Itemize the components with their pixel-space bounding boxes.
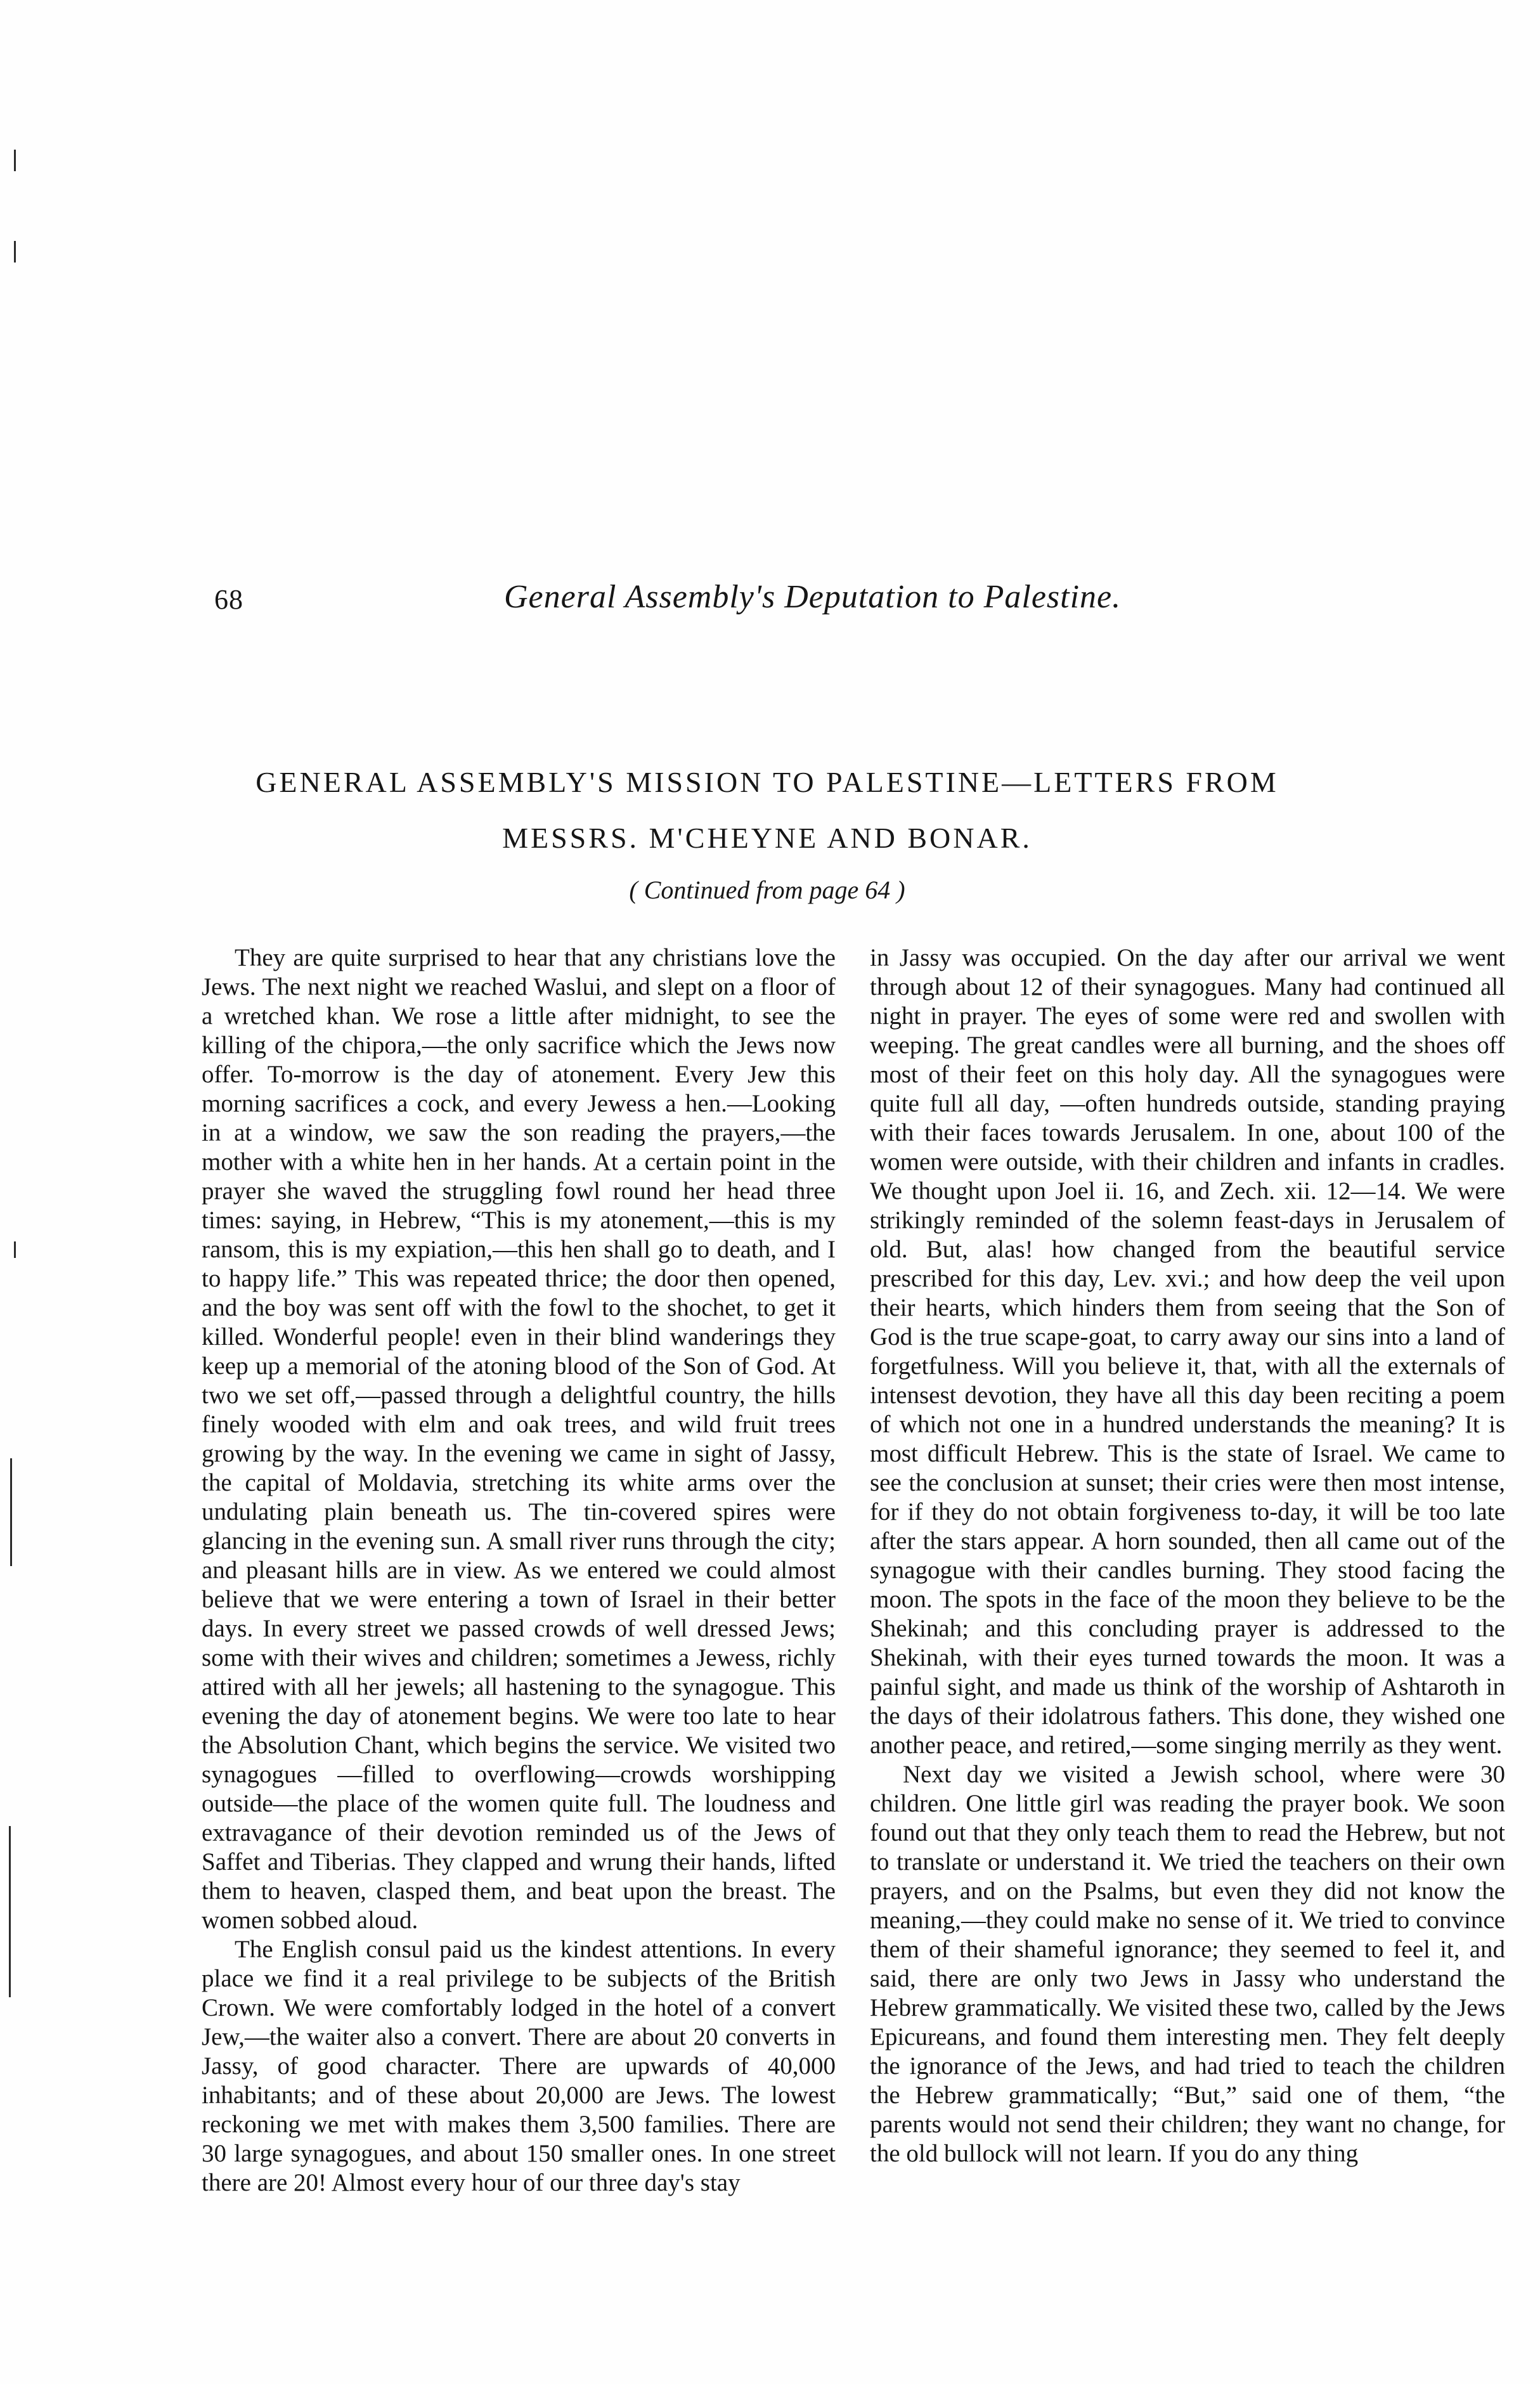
page-number: 68 [214,584,243,615]
paragraph: Next day we visited a Jewish school, where were 30 children. One little girl was reading the prayer book. We soon found out that they only teach them to read the Hebrew, but not to translate or understand it. We tried the teachers on their own prayers, and on the Psalms, but even they did not know the meaning,—they could make no sense of it. We tried to convince them of their shameful ignorance; they seemed to feel it, and said, there are only two Jews in Jassy who understand the Hebrew grammatically. We visited these two, called by the Jews Epicureans, and found them interesting men. They felt deeply the ignorance of the Jews, and had tried to teach the children the Hebrew grammatically; “But,” said one of them, “the parents would not send their children; they want no change, for the old bullock will not learn. If you do any thing [870,1761,1505,2167]
continued-note: ( Continued from page 64 ) [629,876,905,904]
right-column [870,943,1505,2168]
margin-mark [14,150,16,171]
margin-mark [14,1241,16,1258]
article-title-line-2: MESSRS. M'CHEYNE AND BONAR. [502,822,1032,854]
paragraph: They are quite surprised to hear that any christians love the Jews. The next night we reached Waslui, and slept on a floor of a wretched khan. We rose a little after midnight, to see the killing of the chipora,—the only sacrifice which the Jews now offer. To-morrow is the day of atonement. Every Jew this morning sacrifices a cock, and every Jewess a hen.—Looking in at a window, we saw the son reading the prayers,—the mother with a white hen in her hands. At a certain point in the prayer she waved the struggling fowl round her head three times: saying, in Hebrew, “This is my atonement,—this is my ransom, this is my expiation,—this hen shall go to death, and I to happy life.” This was repeated thrice; the door then opened, and the boy was sent off with the fowl to the shochet, to get it killed. Wonderful people! even in their blind wanderings they keep up a memorial of the atoning blood of the Son of God. At two we set off,—passed through a delightful country, the hills finely wooded with elm and oak trees, and wild fruit trees growing by the way. In the evening we came in sight of Jassy, the capital of Moldavia, stretching its white arms over the undulating plain beneath us. The tin-covered spires were glancing in the evening sun. A small river runs through the city; and pleasant hills are in view. As we entered we could almost believe that we were entering a town of Israel in their better days. In every street we passed crowds of well dressed Jews; some with their wives and children; sometimes a Jewess, richly attired with all her jewels; all hastening to the synagogue. This evening the day of atonement begins. We were too late to hear the Absolution Chant, which begins the service. We visited two synagogues —filled to overflowing—crowds worshipping outside—the place of the women quite full. The loudness and extravagance of their devotion reminded us of the Jews of Saffet and Tiberias. They clapped and wrung their hands, lifted them to heaven, clasped them, and beat upon the breast. The women sobbed aloud. [202,944,836,1934]
article-title-line-1: GENERAL ASSEMBLY'S MISSION TO PALESTINE—LETTERS FROM [256,766,1279,798]
margin-mark [10,1458,12,1566]
running-title: General Assembly's Deputation to Palestine. [504,579,1122,615]
paragraph: in Jassy was occupied. On the day after our arrival we went through about 12 of their synagogues. Many had continued all night in prayer. The eyes of some were red and swollen with weeping. The great candles were all burning, and the shoes off most of their feet on this holy day. All the synagogues were quite full all day, —often hundreds outside, standing praying with their faces towards Jerusalem. In one, about 100 of the women were outside, with their children and infants in cradles. We thought upon Joel ii. 16, and Zech. xii. 12—14. We were strikingly reminded of the solemn feast-days in Jerusalem of old. But, alas! how changed from the beautiful service prescribed for this day, Lev. xvi.; and how deep the veil upon their hearts, which hinders them from seeing that the Son of God is the true scape-goat, to carry away our sins into a land of forgetfulness. Will you believe it, that, with all the externals of intensest devotion, they have all this day been reciting a poem of which not one in a hundred understands the meaning? It is most difficult Hebrew. This is the state of Israel. We came to see the conclusion at sunset; their cries were then most intense, for if they do not obtain forgiveness to-day, it will be too late after the stars appear. A horn sounded, then all came out of the synagogue with their candles burning. They stood facing the moon. The spots in the face of the moon they believe to be the Shekinah; and this concluding prayer is addressed to the Shekinah, with their eyes turned towards the moon. It was a painful sight, and made us think of the worship of Ashtaroth in the days of their idolatrous fathers. This done, they wished one another peace, and retired,—some singing merrily as they went. [870,944,1505,1759]
margin-mark [9,1826,11,1997]
margin-mark [14,241,16,262]
left-column [202,943,836,2198]
paragraph: The English consul paid us the kindest attentions. In every place we find it a real privilege to be subjects of the British Crown. We were comfortably lodged in the hotel of a convert Jew,—the waiter also a convert. There are about 20 converts in Jassy, of good character. There are upwards of 40,000 inhabitants; and of these about 20,000 are Jews. The lowest reckoning we met with makes them 3,500 families. There are 30 large synagogues, and about 150 smaller ones. In one street there are 20! Almost every hour of our three day's stay [202,1936,836,2196]
